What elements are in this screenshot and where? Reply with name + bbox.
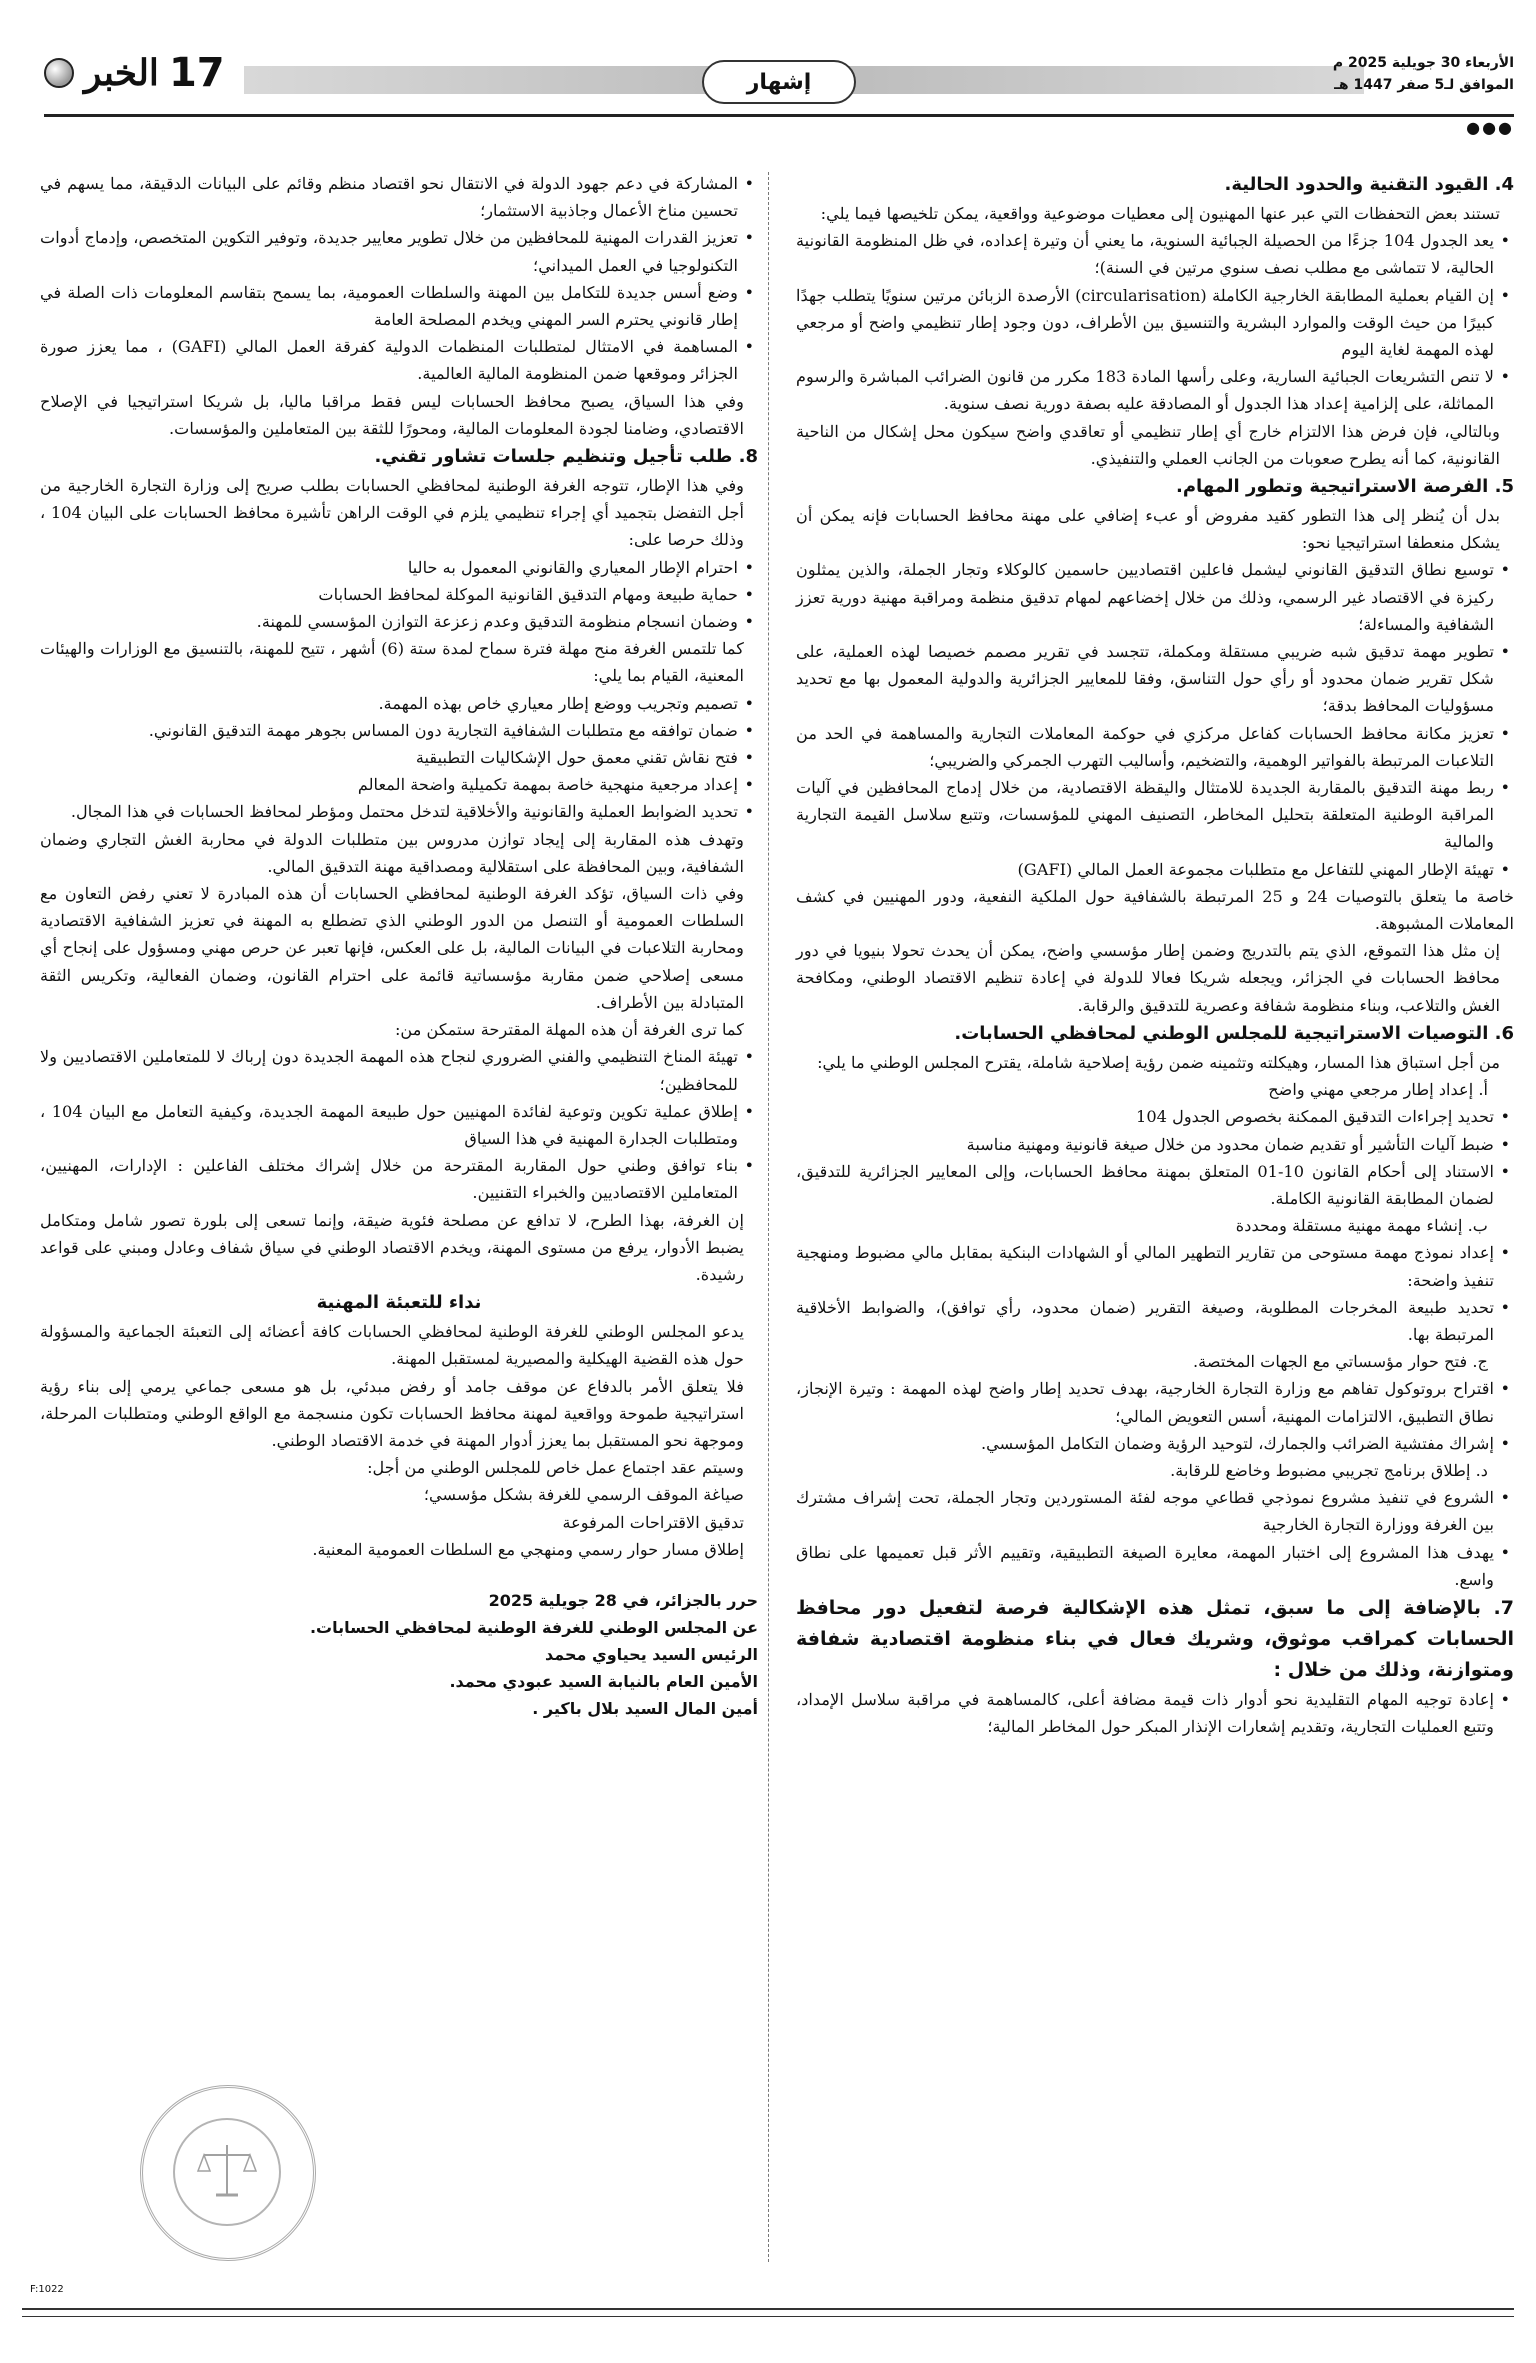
paragraph: إن مثل هذا التموقع، الذي يتم بالتدريج وضمن إطار مؤسسي واضح، يمكن أن يحدث تحولا بنيويا في دور محافظ الحسابات في الجزائر، ويجعله شريكا فعالا للدولة في إعادة تنظيم الاقتصاد الوطني، ومكافحة الغش والتلاعب، وبناء منظومة شفافة وعصرية للتدقيق والرقابة. xyxy=(796,941,1500,1015)
stamp-inner-ring xyxy=(173,2118,281,2226)
subheading: ج. فتح حوار مؤسساتي مع الجهات المختصة. xyxy=(1193,1352,1488,1372)
bottom-rule-thin xyxy=(22,2316,1514,2317)
list-item: • تصميم وتجريب ووضع إطار معياري خاص بهذه المهمة. xyxy=(40,690,758,717)
paragraph: بدل أن يُنظر إلى هذا التطور كقيد مفروض أو عبء إضافي على مهنة محافظ الحسابات فإنه يمكن أن يشكل منعطفا استراتيجيا نحو: xyxy=(796,506,1500,553)
list-item: • تهيئة المناخ التنظيمي والفني الضروري لنجاح هذه المهمة الجديدة دون إرباك لا للمتعاملين الاقتصاديين ولا للمحافظين؛ xyxy=(40,1043,758,1097)
bullet-list xyxy=(796,227,1514,417)
list-item: • ربط مهنة التدقيق بالمقاربة الجديدة للامتثال واليقظة الاقتصادية، من خلال إدماج المحافظين في آليات المراقبة الوطنية المتعلقة بتحليل المخاطر، التصنيف المهني للمؤسسات، وتتبع سلاسل القيمة التجارية والمالية xyxy=(796,774,1514,856)
paragraph: وتهدف هذه المقاربة إلى إيجاد توازن مدروس بين متطلبات الدولة في محاربة الغش التجاري وضمان الشفافية، وبين المحافظة على استقلالية ومصداقية مهنة التدقيق المالي. xyxy=(40,829,744,876)
paragraph: إن الغرفة، بهذا الطرح، لا تدافع عن مصلحة فئوية ضيقة، وإنما تسعى إلى بلورة تصور شامل ومتكامل يضبط الأدوار، يرفع من مستوى المهنة، ويخدم الاقتصاد الوطني في سياق شفاف وعادل ومبني على قواعد رشيدة. xyxy=(40,1210,744,1284)
bullet-list xyxy=(40,1043,758,1206)
list-item: • بناء توافق وطني حول المقاربة المقترحة من خلال إشراك مختلف الفاعلين : الإدارات، المهنيين، المتعاملين الاقتصاديين والخبراء التقنيين. xyxy=(40,1152,758,1206)
section-4-heading: 4. القيود التقنية والحدود الحالية. xyxy=(1224,174,1514,195)
signature-treasurer: أمين المال السيد بلال باكير . xyxy=(532,1698,758,1718)
list-item: • يهدف هذا المشروع إلى اختبار المهمة، معايرة الصيغة التطبيقية، وتقييم الأثر قبل تعميمها على نطاق واسع. xyxy=(796,1539,1514,1593)
list-item: • إن القيام بعملية المطابقة الخارجية الكاملة (circularisation) الأرصدة الزبائن مرتين سنويًا يتطلب جهدًا كبيرًا من حيث الوقت والموارد البشرية والتنسيق بين الأطراف، دون وجود إطار تنظيمي واضح أو مرجعي لهذه المهمة لغاية اليوم xyxy=(796,282,1514,364)
list-item: • احترام الإطار المعياري والقانوني المعمول به حاليا xyxy=(40,554,758,581)
date-hijri: الموافق لـ5 صفر 1447 هـ xyxy=(1334,77,1514,93)
list-item: • ضمان توافقه مع متطلبات الشفافية التجارية دون المساس بجوهر مهمة التدقيق القانوني. xyxy=(40,717,758,744)
signature-council: عن المجلس الوطني للغرفة الوطنية لمحافظي الحسابات. xyxy=(309,1617,758,1637)
list-item: • تطوير مهمة تدقيق شبه ضريبي مستقلة ومكملة، تتجسد في تقرير مصمم خصيصا لهذه العملية، على شكل تقرير ضمان محدود أو رأي حول التناسق، وفقا للمعايير الجزائرية والدولية المعمول بها مع تحديد مسؤوليات المحافظ بدقة؛ xyxy=(796,638,1514,720)
section-label: إشهار xyxy=(702,60,856,104)
paragraph: من أجل استباق هذا المسار، وهيكلته وتثمينه ضمن رؤية إصلاحية شاملة، يقترح المجلس الوطني ما يلي: xyxy=(817,1052,1500,1072)
newspaper-logo xyxy=(44,50,225,96)
date-gregorian: الأربعاء 30 جويلية 2025 م xyxy=(1332,55,1514,71)
paragraph: تستند بعض التحفظات التي عبر عنها المهنيون إلى معطيات موضوعية وواقعية، يمكن تلخيصها فيما يلي: xyxy=(820,204,1500,223)
signature-president: الرئيس السيد يحياوي محمد xyxy=(545,1644,758,1664)
footer-reference: F:1022 xyxy=(30,2284,64,2295)
section-8-heading: 8. طلب تأجيل وتنظيم جلسات تشاور تقني. xyxy=(374,446,758,468)
list-item: • حماية طبيعة ومهام التدقيق القانونية الموكلة لمحافظ الحسابات xyxy=(40,581,758,608)
list-item: • وضع أسس جديدة للتكامل بين المهنة والسلطات العمومية، بما يسمح بتقاسم المعلومات ذات الصلة في إطار قانوني يحترم السر المهني ويخدم المصلحة العامة xyxy=(40,279,758,333)
paragraph: فلا يتعلق الأمر بالدفاع عن موقف جامد أو رفض مبدئي، بل هو مسعى جماعي يرمي إلى بناء رؤية استراتيجية طموحة وواقعية لمهنة محافظ الحسابات تكون منسجمة مع الواقع الوطني ومتطلبات المرحلة، وموجهة نحو المستقبل بما يعزز أدوار المهنة في خدمة الاقتصاد الوطني. xyxy=(40,1376,744,1450)
list-item: • إشراك مفتشية الضرائب والجمارك، لتوحيد الرؤية وضمان التكامل المؤسسي. xyxy=(796,1430,1514,1457)
paragraph: وفي ذات السياق، تؤكد الغرفة الوطنية لمحافظي الحسابات أن هذه المبادرة لا تعني رفض التعاون مع السلطات العمومية أو التنصل من الدور الوطني الذي تضطلع به المهنة في تعزيز الشفافية الاقتصادية ومحاربة التلاعبات في البيانات المالية، بل على العكس، فإنها تعبر عن حرص مهني ومسؤول على إنجاح أي مسعى إصلاحي ضمن مقاربة مؤسساتية قائمة على احترام القانون، وضمان الفعالية، وتكريس الثقة المتبادلة بين الأطراف. xyxy=(40,884,744,1012)
list-item: • تهيئة الإطار المهني للتفاعل مع متطلبات مجموعة العمل المالي (GAFI) xyxy=(796,856,1514,883)
list-item: • ضبط آليات التأشير أو تقديم ضمان محدود من خلال صيغة قانونية ومهنية مناسبة xyxy=(796,1131,1514,1158)
list-item: • الاستناد إلى أحكام القانون 10-01 المتعلق بمهنة محافظ الحسابات، وإلى المعايير الجزائرية للتدقيق، لضمان المطابقة القانونية الكاملة. xyxy=(796,1158,1514,1212)
section-6-heading: 6. التوصيات الاستراتيجية للمجلس الوطني لمحافظي الحسابات. xyxy=(954,1022,1514,1044)
list-item: • يعد الجدول 104 جزءًا من الحصيلة الجبائية السنوية، ما يعني أن وتيرة إعداده، في ظل المنظومة القانونية الحالية، لا تتماشى مع مطلب نصف سنوي مرتين في السنة)؛ xyxy=(796,227,1514,281)
globe-icon xyxy=(44,58,74,88)
bullet-list xyxy=(796,1484,1514,1593)
paragraph: خاصة ما يتعلق بالتوصيات 24 و 25 المرتبطة بالشفافية حول الملكية النفعية، ودور المهنيين في كشف المعاملات المشبوهة. xyxy=(796,886,1514,934)
list-item: • الشروع في تنفيذ مشروع نموذجي قطاعي موجه لفئة المستوردين وتجار الجملة، تحت إشراف مشترك بين الغرفة ووزارة التجارة الخارجية xyxy=(796,1484,1514,1538)
bottom-rule xyxy=(22,2308,1514,2310)
bullet-list xyxy=(796,1239,1514,1348)
ellipsis-dots: ●●● xyxy=(1466,118,1514,137)
subheading: د. إطلاق برنامج تجريبي مضبوط وخاضع للرقابة. xyxy=(1170,1460,1488,1480)
list-item: • إعداد نموذج مهمة مستوحى من تقارير التطهير المالي أو الشهادات البنكية بمقابل مالي مضبوط ومنهجية تنفيذ واضحة: xyxy=(796,1239,1514,1293)
bullet-list xyxy=(40,170,758,388)
signature-place-date: حرر بالجزائر، في 28 جويلية 2025 xyxy=(488,1590,758,1610)
scales-icon xyxy=(192,2137,262,2207)
list-item: • تحديد طبيعة المخرجات المطلوبة، وصيغة التقرير (ضمان محدود، رأي توافق)، والضوابط الأخلاقية المرتبطة بها. xyxy=(796,1294,1514,1348)
subheading: أ. إعداد إطار مرجعي مهني واضح xyxy=(1268,1080,1488,1100)
paragraph: كما تلتمس الغرفة منح مهلة فترة سماح لمدة ستة (6) أشهر ، تتيح للمهنة، بالتنسيق مع الوزارات والهيئات المعنية، القيام بما يلي: xyxy=(40,639,744,686)
section-7-heading: 7. بالإضافة إلى ما سبق، تمثل هذه الإشكالية فرصة لتفعيل دور محافظ الحسابات كمراقب موثوق، وشريك فعال في بناء منظومة اقتصادية شفافة ومتوازنة، وذلك من خلال : xyxy=(796,1596,1514,1681)
list-item: • المشاركة في دعم جهود الدولة في الانتقال نحو اقتصاد منظم وقائم على البيانات الدقيقة، مما يسهم في تحسين مناخ الأعمال وجاذبية الاستثمار؛ xyxy=(40,170,758,224)
bullet-list xyxy=(796,556,1514,882)
bullet-list xyxy=(796,1686,1514,1740)
list-item: • إطلاق عملية تكوين وتوعية لفائدة المهنيين حول طبيعة المهمة الجديدة، وكيفية التعامل مع البيان 104 ، ومتطلبات الجدارة المهنية في هذا السياق xyxy=(40,1098,758,1152)
paragraph: وسيتم عقد اجتماع عمل خاص للمجلس الوطني من أجل: xyxy=(367,1458,744,1478)
signature-secretary: الأمين العام بالنيابة السيد عبودي محمد. xyxy=(449,1671,758,1691)
section-5-heading: 5. الفرصة الاستراتيجية وتطور المهام. xyxy=(1176,476,1514,498)
official-stamp xyxy=(140,2085,316,2261)
list-line: تدقيق الاقتراحات المرفوعة xyxy=(562,1512,744,1532)
list-line: صياغة الموقف الرسمي للغرفة بشكل مؤسسي؛ xyxy=(423,1485,744,1505)
subheading: ب. إنشاء مهمة مهنية مستقلة ومحددة xyxy=(1235,1216,1488,1236)
list-item: • إعداد مرجعية منهجية خاصة بمهمة تكميلية واضحة المعالم xyxy=(40,771,758,798)
list-item: • وضمان انسجام منظومة التدقيق وعدم زعزعة التوازن المؤسسي للمهنة. xyxy=(40,608,758,635)
issue-date xyxy=(1333,52,1514,96)
newspaper-name: الخبر xyxy=(84,52,159,94)
bullet-list xyxy=(796,1103,1514,1212)
paragraph: وفي هذا الإطار، تتوجه الغرفة الوطنية لمحافظي الحسابات بطلب صريح إلى وزارة التجارة الخارجية من أجل التفضل بتجميد أي إجراء تنظيمي يلزم في الوقت الراهن تأشيرة محافظ الحسابات على البيان 104 ، وذلك حرصا على: xyxy=(40,476,745,550)
bullet-list xyxy=(40,690,758,826)
left-column xyxy=(40,170,758,1722)
call-heading: نداء للتعبئة المهنية xyxy=(316,1292,482,1314)
column-divider xyxy=(768,172,769,2262)
list-item: • تعزيز مكانة محافظ الحسابات كفاعل مركزي في حوكمة المعاملات التجارية والمساهمة في الحد من التلاعبات المرتبطة بالفواتير الوهمية، والتضخيم، وأساليب التهرب الجمركي والضريبي؛ xyxy=(796,720,1514,774)
list-item: • اقتراح بروتوكول تفاهم مع وزارة التجارة الخارجية، بهدف تحديد إطار واضح لهذه المهمة : وتيرة الإنجاز، نطاق التطبيق، الالتزامات المهنية، أسس التعويض المالي؛ xyxy=(796,1375,1514,1429)
right-column xyxy=(796,170,1514,1740)
list-item: • تحديد إجراءات التدقيق الممكنة بخصوص الجدول 104 xyxy=(796,1103,1514,1130)
bullet-list xyxy=(796,1375,1514,1457)
list-item: • توسيع نطاق التدقيق القانوني ليشمل فاعلين اقتصاديين حاسمين كالوكلاء وتجار الجملة، والذين يمثلون ركيزة في الاقتصاد غير الرسمي، وذلك من خلال إخضاعهم لمهام تدقيق منظمة ومراقبة مهنية دورية تعزز الشفافية والمساءلة؛ xyxy=(796,556,1514,638)
list-item: • إعادة توجيه المهام التقليدية نحو أدوار ذات قيمة مضافة أعلى، كالمساهمة في مراقبة سلاسل الإمداد، وتتبع العمليات التجارية، وتقديم إشعارات الإنذار المبكر حول المخاطر المالية؛ xyxy=(796,1686,1514,1740)
paragraph: وفي هذا السياق، يصبح محافظ الحسابات ليس فقط مراقبا ماليا، بل شريكا استراتيجيا في الإصلاح الاقتصادي، وضامنا لجودة المعلومات المالية، ومحورًا للثقة بين المتعاملين والمؤسسات. xyxy=(40,391,744,438)
list-item: • تحديد الضوابط العملية والقانونية والأخلاقية لتدخل محتمل ومؤطر لمحافظ الحسابات في هذا المجال. xyxy=(40,798,758,825)
paragraph: كما ترى الغرفة أن هذه المهلة المقترحة ستمكن من: xyxy=(394,1020,744,1040)
list-item: • لا تنص التشريعات الجبائية السارية، وعلى رأسها المادة 183 مكرر من قانون الضرائب المباشرة والرسوم المماثلة، على إلزامية إعداد هذا الجدول أو المصادقة عليه بصفة دورية نصف سنوية. xyxy=(796,363,1514,417)
paragraph: يدعو المجلس الوطني للغرفة الوطنية لمحافظي الحسابات كافة أعضائه إلى التعبئة الجماعية والمسؤولة حول هذه القضية الهيكلية والمصيرية لمستقبل المهنة. xyxy=(40,1322,744,1369)
bullet-list xyxy=(40,554,758,636)
list-line: إطلاق مسار حوار رسمي ومنهجي مع السلطات العمومية المعنية. xyxy=(312,1539,744,1559)
page-number: 17 xyxy=(168,50,225,96)
list-item: • تعزيز القدرات المهنية للمحافظين من خلال تطوير معايير جديدة، وتوفير التكوين المتخصص، وإدماج أدوات التكنولوجيا في العمل الميداني؛ xyxy=(40,224,758,278)
signature-block xyxy=(40,1587,758,1722)
list-item: • فتح نقاش تقني معمق حول الإشكاليات التطبيقية xyxy=(40,744,758,771)
list-item: • المساهمة في الامتثال لمتطلبات المنظمات الدولية كفرقة العمل المالي (GAFI) ، مما يعزز صورة الجزائر وموقعها ضمن المنظومة المالية العالمية. xyxy=(40,333,758,387)
masthead xyxy=(44,44,1514,117)
paragraph: وبالتالي، فإن فرض هذا الالتزام خارج أي إطار تنظيمي أو تعاقدي واضح سيكون محل إشكال من الناحية القانونية، كما أنه يطرح صعوبات من الجانب العملي والتنفيذي. xyxy=(796,421,1500,468)
